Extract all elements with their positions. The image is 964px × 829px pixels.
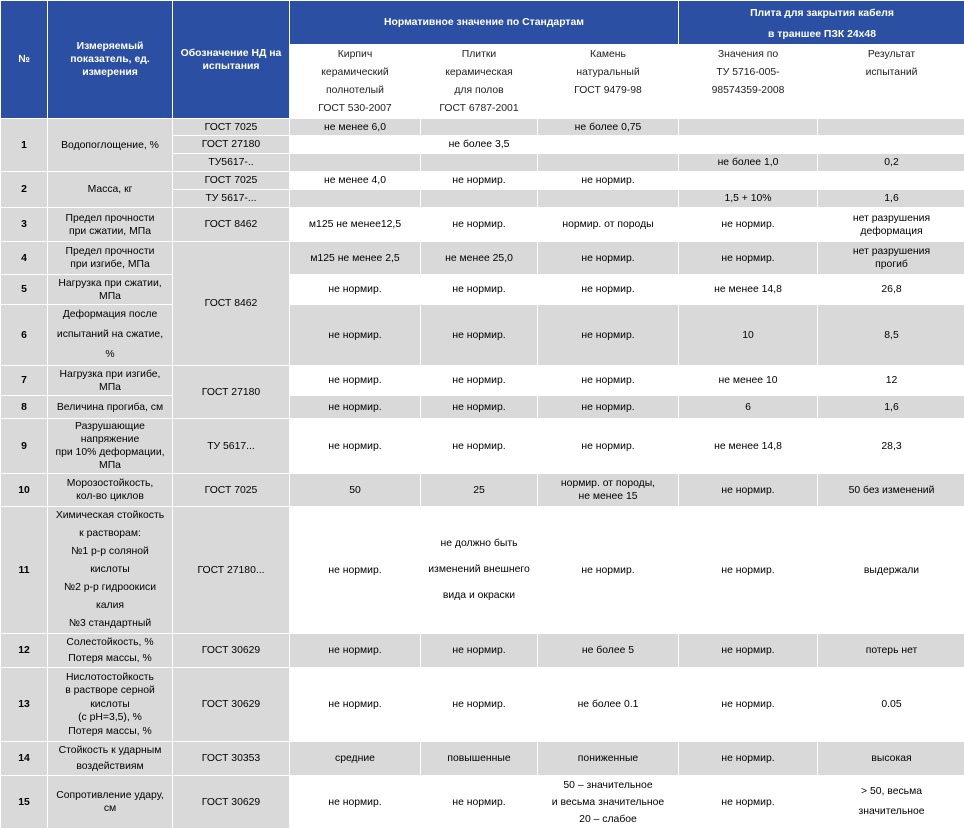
tu-cell: не нормир. (679, 634, 817, 667)
stone-cell: не нормир. (538, 396, 678, 418)
table-row (1, 119, 964, 135)
stone-cell: не более 0,75 (538, 119, 678, 135)
tiles-cell (421, 119, 537, 135)
row-number: 8 (1, 396, 47, 418)
table-row (1, 507, 964, 633)
row-number: 10 (1, 474, 47, 506)
tu-cell (679, 136, 817, 153)
table-row (1, 742, 964, 775)
stone-cell: не нормир. (538, 366, 678, 395)
table-row (1, 366, 964, 395)
indicator-cell: Стойкость к ударным воздействиям (48, 742, 172, 775)
tu-cell: не нормир. (679, 776, 817, 828)
result-cell: 12 (818, 366, 964, 395)
tiles-cell: не нормир. (421, 305, 537, 365)
tiles-cell: не нормир. (421, 634, 537, 667)
result-cell: потерь нет (818, 634, 964, 667)
indicator-cell: Нагрузка при сжатии, МПа (48, 275, 172, 304)
row-number: 13 (1, 668, 47, 741)
brick-cell: не нормир. (290, 396, 420, 418)
result-cell (818, 172, 964, 189)
header-slab-line2: в траншее ПЗК 24х48 (768, 29, 876, 40)
header-tiles: Плитки керамическая для полов ГОСТ 6787-2001 (421, 45, 537, 118)
table-row (1, 419, 964, 473)
stone-cell (538, 154, 678, 171)
tu-cell: не нормир. (679, 507, 817, 633)
table-row (1, 668, 964, 741)
tu-cell: не нормир. (679, 668, 817, 741)
tu-cell: не менее 14,8 (679, 275, 817, 304)
stone-cell: не нормир. (538, 172, 678, 189)
tu-cell: не нормир. (679, 208, 817, 241)
brick-cell: не нормир. (290, 634, 420, 667)
brick-cell: не нормир. (290, 275, 420, 304)
header-stone: Камень натуральный ГОСТ 9479-98 (538, 45, 678, 118)
brick-cell (290, 136, 420, 153)
stone-cell (538, 136, 678, 153)
tiles-cell: не нормир. (421, 366, 537, 395)
stone-cell: нормир. от породы, не менее 15 (538, 474, 678, 506)
tiles-cell: 25 (421, 474, 537, 506)
header-slab-line1: Плита для закрытия кабеля (750, 8, 894, 19)
designation-cell: ТУ5617-.. (173, 154, 289, 171)
designation-cell: ГОСТ 30629 (173, 776, 289, 828)
brick-cell: м125 не менее 2,5 (290, 242, 420, 274)
result-cell: нет разрушения деформация (818, 208, 964, 241)
stone-cell (538, 190, 678, 207)
designation-cell: ГОСТ 30629 (173, 668, 289, 741)
indicator-cell: Химическая стойкость к растворам: №1 р-р соляной кислоты №2 р-р гидроокиси калия №3 стандартный (48, 507, 172, 633)
brick-cell (290, 154, 420, 171)
result-cell: выдержали (818, 507, 964, 633)
designation-cell: ГОСТ 7025 (173, 172, 289, 189)
tiles-cell (421, 190, 537, 207)
row-number: 2 (1, 172, 47, 207)
row-number: 4 (1, 242, 47, 274)
table-row (1, 242, 964, 274)
brick-cell: не менее 6,0 (290, 119, 420, 135)
tu-cell: не нормир. (679, 742, 817, 775)
stone-cell: не более 5 (538, 634, 678, 667)
row-number: 6 (1, 305, 47, 365)
table-row (1, 776, 964, 828)
indicator-cell: Солестойкость, % Потеря массы, % (48, 634, 172, 667)
indicator-cell: Предел прочности при изгибе, МПа (48, 242, 172, 274)
result-cell: 0,2 (818, 154, 964, 171)
table-row (1, 474, 964, 506)
result-cell: 26,8 (818, 275, 964, 304)
stone-cell: не нормир. (538, 242, 678, 274)
result-cell: 8,5 (818, 305, 964, 365)
result-cell: 50 без изменений (818, 474, 964, 506)
indicator-cell: Морозостойкость, кол-во циклов (48, 474, 172, 506)
stone-cell: пониженные (538, 742, 678, 775)
designation-cell: ГОСТ 7025 (173, 474, 289, 506)
tiles-cell: не нормир. (421, 396, 537, 418)
stone-cell: не нормир. (538, 507, 678, 633)
designation-cell: ТУ 5617-... (173, 190, 289, 207)
result-cell: 1,6 (818, 190, 964, 207)
tiles-cell (421, 154, 537, 171)
header-result: Результат испытаний (818, 45, 964, 118)
row-number: 15 (1, 776, 47, 828)
indicator-cell: Нислотостойкость в растворе серной кислоты (с pH=3,5), % Потеря массы, % (48, 668, 172, 741)
result-cell: 28,3 (818, 419, 964, 473)
brick-cell: не нормир. (290, 366, 420, 395)
row-number: 7 (1, 366, 47, 395)
indicator-cell: Масса, кг (48, 172, 172, 207)
designation-cell: ГОСТ 30353 (173, 742, 289, 775)
designation-cell: ГОСТ 7025 (173, 119, 289, 135)
designation-cell: ГОСТ 30629 (173, 634, 289, 667)
tiles-cell: не нормир. (421, 172, 537, 189)
stone-cell: не нормир. (538, 305, 678, 365)
table-row (1, 305, 964, 365)
tiles-cell: не нормир. (421, 419, 537, 473)
result-cell: 1,6 (818, 396, 964, 418)
brick-cell (290, 190, 420, 207)
row-number: 9 (1, 419, 47, 473)
tu-cell: не более 1,0 (679, 154, 817, 171)
tu-cell: не менее 14,8 (679, 419, 817, 473)
tiles-cell: не нормир. (421, 275, 537, 304)
stone-cell: не нормир. (538, 275, 678, 304)
header-values-tu: Значения по ТУ 5716-005- 98574359-2008 (679, 45, 817, 118)
tu-cell: не нормир. (679, 242, 817, 274)
brick-cell: средние (290, 742, 420, 775)
row-number: 14 (1, 742, 47, 775)
tu-cell: 6 (679, 396, 817, 418)
brick-cell: не нормир. (290, 507, 420, 633)
indicator-cell: Разрушающие напряжение при 10% деформации, МПа (48, 419, 172, 473)
result-cell: 0.05 (818, 668, 964, 741)
tu-cell: 1,5 + 10% (679, 190, 817, 207)
indicator-cell: Деформация после испытаний на сжатие, % (48, 305, 172, 365)
tiles-cell: не более 3,5 (421, 136, 537, 153)
indicator-cell: Предел прочности при сжатии, МПа (48, 208, 172, 241)
designation-cell: ГОСТ 27180... (173, 507, 289, 633)
stone-cell: не более 0.1 (538, 668, 678, 741)
row-number: 11 (1, 507, 47, 633)
indicator-cell: Сопротивление удару, см (48, 776, 172, 828)
tiles-cell: не должно быть изменений внешнего вида и окраски (421, 507, 537, 633)
row-number: 12 (1, 634, 47, 667)
row-number: 1 (1, 119, 47, 171)
result-cell (818, 119, 964, 135)
indicator-cell: Величина прогиба, см (48, 396, 172, 418)
tiles-cell: повышенные (421, 742, 537, 775)
tu-cell (679, 119, 817, 135)
table-row (1, 208, 964, 241)
tiles-cell: не нормир. (421, 776, 537, 828)
row-number: 5 (1, 275, 47, 304)
designation-cell: ГОСТ 8462 (173, 208, 289, 241)
tu-cell: не менее 10 (679, 366, 817, 395)
table-row (1, 172, 964, 189)
header-normative: Нормативное значение по Стандартам (290, 1, 678, 44)
table-row (1, 634, 964, 667)
brick-cell: не нормир. (290, 776, 420, 828)
table-row (1, 396, 964, 418)
designation-cell: ГОСТ 27180 (173, 366, 289, 418)
tu-cell: не нормир. (679, 474, 817, 506)
stone-cell: не нормир. (538, 419, 678, 473)
header-designation: Обозначение НД на испытания (173, 1, 289, 118)
result-cell: > 50, весьма значительное (818, 776, 964, 828)
brick-cell: 50 (290, 474, 420, 506)
header-slab (679, 1, 964, 44)
brick-cell: м125 не менее12,5 (290, 208, 420, 241)
designation-cell: ГОСТ 27180 (173, 136, 289, 153)
header-indicator: Измеряемый показатель, ед. измерения (48, 1, 172, 118)
brick-cell: не менее 4,0 (290, 172, 420, 189)
indicator-cell: Водопоглощение, % (48, 119, 172, 171)
tu-cell (679, 172, 817, 189)
indicator-cell: Нагрузка при изгибе, МПа (48, 366, 172, 395)
designation-cell: ГОСТ 8462 (173, 242, 289, 365)
result-cell: нет разрушения прогиб (818, 242, 964, 274)
header-brick: Кирпич керамический полнотелый ГОСТ 530-2007 (290, 45, 420, 118)
tiles-cell: не нормир. (421, 208, 537, 241)
tiles-cell: не нормир. (421, 668, 537, 741)
brick-cell: не нормир. (290, 419, 420, 473)
result-cell: высокая (818, 742, 964, 775)
tiles-cell: не менее 25,0 (421, 242, 537, 274)
table-row (1, 275, 964, 304)
stone-cell: 50 – значительное и весьма значительное 20 – слабое (538, 776, 678, 828)
header-num: № (1, 1, 47, 118)
stone-cell: нормир. от породы (538, 208, 678, 241)
brick-cell: не нормир. (290, 668, 420, 741)
tu-cell: 10 (679, 305, 817, 365)
row-number: 3 (1, 208, 47, 241)
brick-cell: не нормир. (290, 305, 420, 365)
designation-cell: ТУ 5617... (173, 419, 289, 473)
result-cell (818, 136, 964, 153)
